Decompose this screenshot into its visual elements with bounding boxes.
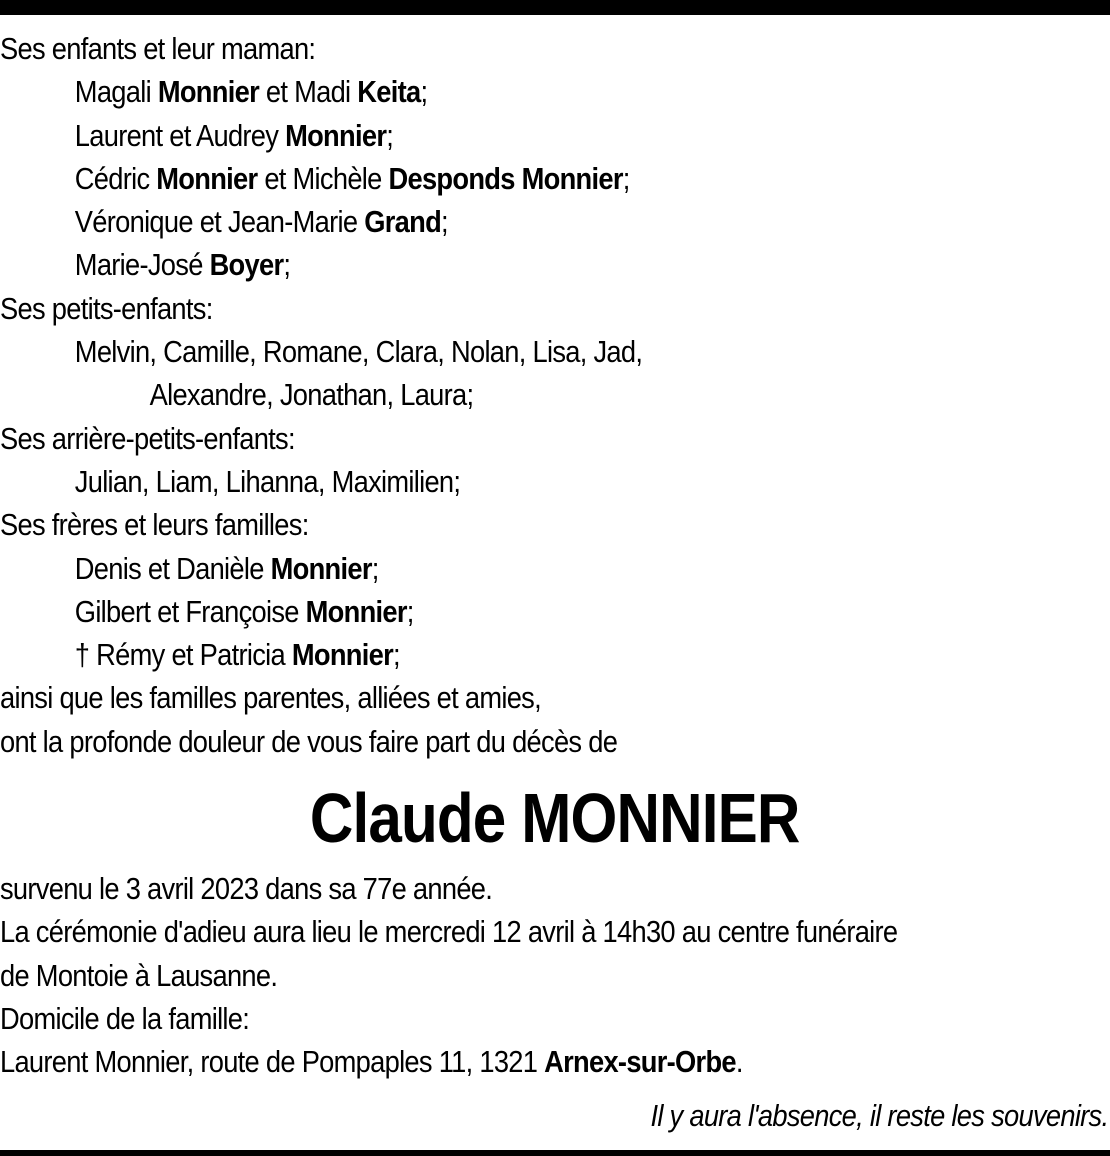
grandchildren-line-1: Melvin, Camille, Romane, Clara, Nolan, Lisa, Jad, [74, 334, 643, 370]
sibling-line-2: Gilbert et Françoise Monnier; [74, 593, 414, 629]
child-line-2: Laurent et Audrey Monnier; [74, 117, 394, 153]
family-address: Laurent Monnier, route de Pompaples 11, 1321 Arnex-sur-Orbe. [0, 1044, 743, 1080]
great-grandchildren-heading: Ses arrière-petits-enfants: [0, 420, 295, 456]
children-heading: Ses enfants et leur maman: [0, 31, 316, 66]
deceased-name: Claude MONNIER [310, 779, 800, 857]
siblings-heading: Ses frères et leurs familles: [0, 507, 309, 543]
grandchildren-heading: Ses petits-enfants: [0, 290, 213, 326]
grandchildren-line-2: Alexandre, Jonathan, Laura; [149, 377, 474, 413]
closing-line-1: ainsi que les familles parentes, alliées et amies, [0, 680, 542, 716]
child-line-4: Véronique et Jean-Marie Grand; [74, 204, 448, 240]
sibling-line-1: Denis et Danièle Monnier; [74, 550, 379, 586]
closing-line-2: ont la profonde douleur de vous faire part du décès de [0, 723, 618, 759]
family-announcement [0, 27, 977, 763]
great-grandchildren-line: Julian, Liam, Lihanna, Maximilien; [74, 463, 461, 499]
child-line-1: Magali Monnier et Madi Keita; [74, 74, 428, 110]
domicile-heading: Domicile de la famille: [0, 1000, 250, 1036]
top-rule [0, 0, 1110, 15]
sibling-line-3: † Rémy et Patricia Monnier; [74, 637, 400, 673]
ceremony-line-1: La cérémonie d'adieu aura lieu le mercredi 12 avril à 14h30 au centre funéraire [0, 914, 898, 950]
memorial-motto: Il y aura l'absence, il reste les souvenirs. [650, 1098, 1108, 1133]
child-line-3: Cédric Monnier et Michèle Desponds Monnier; [74, 160, 630, 196]
bottom-rule [0, 1150, 1110, 1156]
ceremony-details [0, 867, 1110, 1083]
death-line: survenu le 3 avril 2023 dans sa 77e année. [0, 871, 493, 906]
ceremony-line-2: de Montoie à Lausanne. [0, 957, 278, 993]
child-line-5: Marie-José Boyer; [74, 247, 291, 283]
